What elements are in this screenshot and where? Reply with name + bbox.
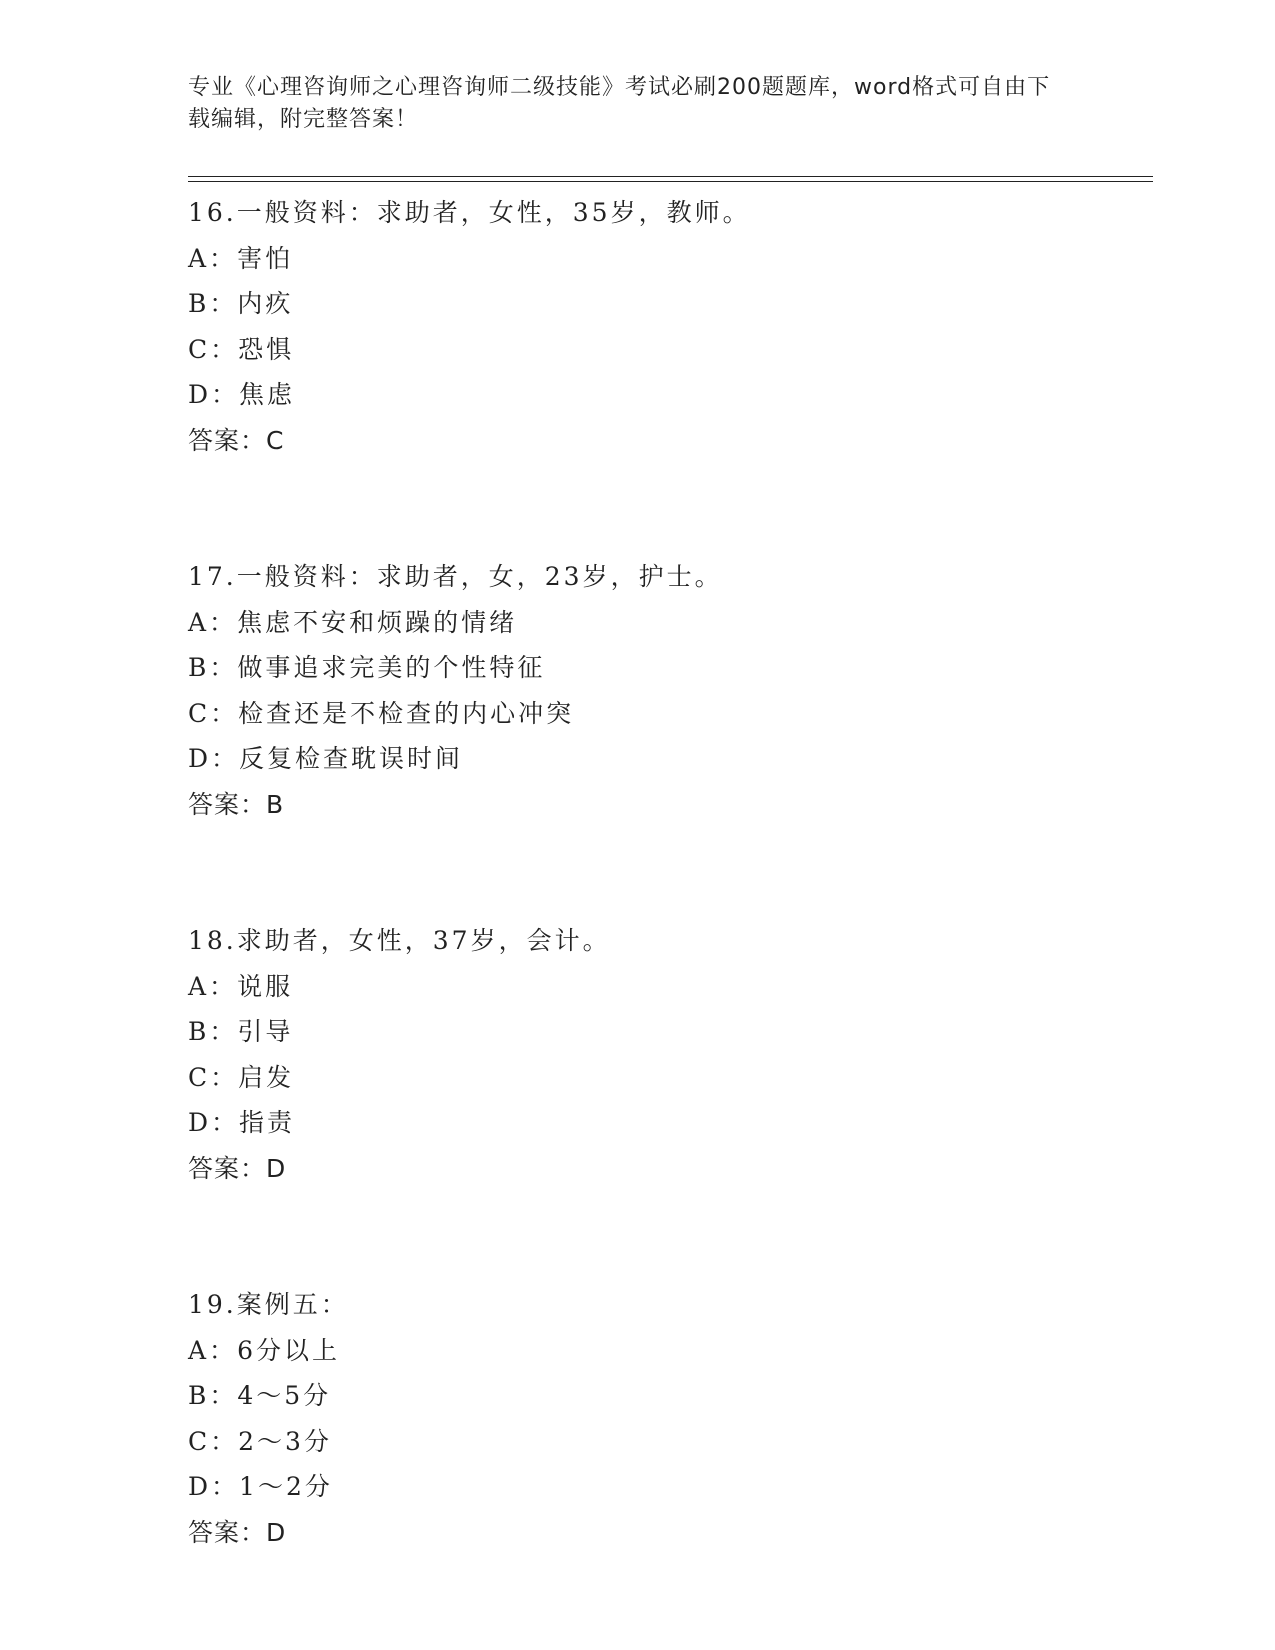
- option-text: 2～3分: [238, 1426, 332, 1456]
- option-key: C：: [188, 1062, 239, 1092]
- option-c: [188, 691, 1153, 737]
- question-18: [188, 918, 1153, 1191]
- question-number: 17.: [188, 562, 237, 591]
- option-b: [188, 645, 1153, 691]
- option-key: D：: [188, 1108, 240, 1137]
- option-text: 焦虑不安和烦躁的情绪: [237, 607, 518, 637]
- answer-line: [188, 782, 1153, 828]
- option-key: D：: [188, 380, 240, 409]
- answer-value: C: [266, 425, 285, 455]
- question-16: [188, 190, 1153, 463]
- question-stem: [188, 190, 1153, 236]
- option-text: 反复检查耽误时间: [239, 744, 464, 773]
- option-key: C：: [188, 698, 239, 728]
- option-a: [188, 1328, 1153, 1374]
- option-a: [188, 236, 1153, 282]
- option-text: 引导: [237, 1017, 294, 1046]
- question-19: [188, 1282, 1153, 1555]
- option-text: 指责: [239, 1108, 296, 1137]
- option-text: 启发: [238, 1062, 295, 1092]
- option-text: 恐惧: [238, 334, 295, 364]
- answer-label: 答案：: [188, 425, 267, 455]
- question-number: 18.: [188, 926, 237, 955]
- option-key: B：: [188, 653, 238, 682]
- option-text: 6分以上: [237, 1335, 340, 1365]
- option-key: B：: [188, 1017, 238, 1046]
- question-text: 案例五：: [236, 1290, 349, 1319]
- answer-value: D: [266, 1517, 287, 1547]
- question-text: 一般资料：求助者，女性，35岁，教师。: [236, 198, 751, 227]
- answer-line: [188, 418, 1153, 464]
- header-divider-bottom: [188, 181, 1153, 182]
- option-text: 内疚: [237, 289, 294, 318]
- option-key: B：: [188, 289, 238, 318]
- option-key: D：: [188, 1472, 240, 1501]
- option-key: A：: [188, 243, 238, 273]
- option-b: [188, 281, 1153, 327]
- option-text: 检查还是不检查的内心冲突: [238, 698, 575, 728]
- option-c: [188, 1055, 1153, 1101]
- answer-value: D: [266, 1153, 287, 1183]
- question-number: 16.: [188, 198, 237, 227]
- question-number: 19.: [188, 1290, 237, 1319]
- option-text: 害怕: [237, 243, 294, 273]
- option-key: D：: [188, 744, 240, 773]
- option-c: [188, 1419, 1153, 1465]
- option-text: 4～5分: [237, 1381, 332, 1410]
- option-a: [188, 964, 1153, 1010]
- option-b: [188, 1373, 1153, 1419]
- document-header: 专业《心理咨询师之心理咨询师二级技能》考试必刷200题题库，word格式可自由下载编辑，附完整答案！: [188, 75, 1051, 132]
- option-d: [188, 372, 1153, 418]
- option-text: 做事追求完美的个性特征: [237, 653, 546, 682]
- question-text: 求助者，女性，37岁，会计。: [236, 926, 611, 955]
- option-key: A：: [188, 607, 238, 637]
- answer-label: 答案：: [188, 789, 267, 819]
- question-spacer: [188, 827, 1153, 918]
- answer-line: [188, 1146, 1153, 1192]
- option-key: C：: [188, 334, 239, 364]
- option-b: [188, 1009, 1153, 1055]
- question-text: 一般资料：求助者，女，23岁，护士。: [236, 562, 723, 591]
- question-stem: [188, 1282, 1153, 1328]
- question-17: [188, 554, 1153, 827]
- option-text: 1～2分: [239, 1472, 333, 1501]
- option-c: [188, 327, 1153, 373]
- option-d: [188, 1100, 1153, 1146]
- answer-line: [188, 1510, 1153, 1556]
- answer-label: 答案：: [188, 1153, 267, 1183]
- answer-value: B: [266, 789, 285, 819]
- option-d: [188, 736, 1153, 782]
- question-list: [188, 190, 1153, 1555]
- answer-label: 答案：: [188, 1517, 267, 1547]
- option-key: A：: [188, 971, 238, 1001]
- option-d: [188, 1464, 1153, 1510]
- option-key: B：: [188, 1381, 238, 1410]
- question-spacer: [188, 1191, 1153, 1282]
- option-key: C：: [188, 1426, 239, 1456]
- option-text: 说服: [237, 971, 294, 1001]
- option-key: A：: [188, 1335, 238, 1365]
- question-stem: [188, 918, 1153, 964]
- header-divider-top: [188, 176, 1153, 177]
- question-stem: [188, 554, 1153, 600]
- option-text: 焦虑: [239, 380, 296, 409]
- question-spacer: [188, 463, 1153, 554]
- option-a: [188, 600, 1153, 646]
